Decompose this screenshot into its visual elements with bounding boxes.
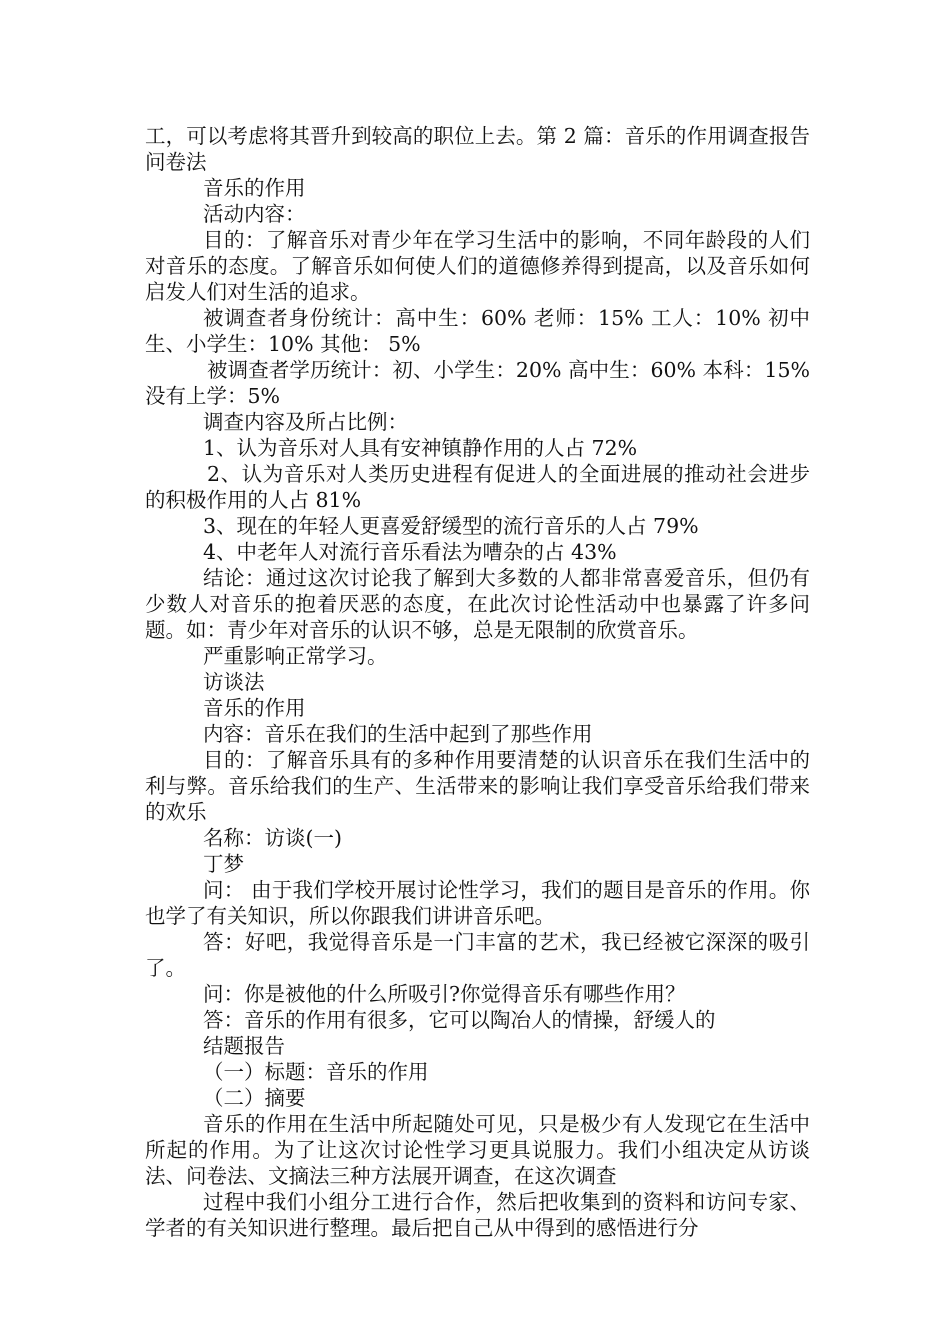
- paragraph-education-stats: 被调查者学历统计：初、小学生：20% 高中生：60% 本科：15% 没有上学：5%: [145, 358, 810, 408]
- paragraph-impact: 严重影响正常学习。: [203, 644, 388, 668]
- list-item-3: 3、现在的年轻人更喜爱舒缓型的流行音乐的人占 79%: [203, 514, 699, 538]
- paragraph-conclusion: 结论：通过这次讨论我了解到大多数的人都非常喜爱音乐，但仍有少数人对音乐的抱着厌恶的态度，在此次讨论性活动中也暴露了许多问题。如：青少年对音乐的认识不够，总是无限制的欣赏音乐。: [145, 566, 810, 642]
- paragraph-abstract-1: 音乐的作用在生活中所起随处可见，只是极少有人发现它在生活中所起的作用。为了让这次讨论性学习更具说服力。我们小组决定从访谈法、问卷法、文摘法三种方法展开调查，在这次调查: [145, 1112, 810, 1188]
- paragraph-abstract-2: 过程中我们小组分工进行合作，然后把收集到的资料和访问专家、学者的有关知识进行整理。最后把自己从中得到的感悟进行分: [145, 1190, 810, 1240]
- heading-final-report: 结题报告: [203, 1034, 285, 1058]
- list-item-4: 4、中老年人对流行音乐看法为嘈杂的占 43%: [203, 540, 617, 564]
- heading-activity-content: 活动内容：: [203, 202, 306, 226]
- paragraph-interview-purpose: 目的：了解音乐具有的多种作用要清楚的认识音乐在我们生活中的利与弊。音乐给我们的生产、生活带来的影响让我们享受音乐给我们带来的欢乐: [145, 748, 810, 824]
- heading-interview-method: 访谈法: [203, 670, 265, 694]
- paragraph-answer-1: 答：好吧，我觉得音乐是一门丰富的艺术，我已经被它深深的吸引了。: [145, 930, 810, 980]
- list-item-2: 2、认为音乐对人类历史进程有促进人的全面进展的推动社会进步的积极作用的人占 81%: [145, 462, 810, 512]
- list-item-1: 1、认为音乐对人具有安神镇静作用的人占 72%: [203, 436, 638, 460]
- paragraph-question-1: 问： 由于我们学校开展讨论性学习，我们的题目是音乐的作用。你也学了有关知识，所以你跟我们讲讲音乐吧。: [145, 878, 810, 928]
- heading-survey-content: 调查内容及所占比例：: [203, 410, 408, 434]
- paragraph-question-2: 问：你是被他的什么所吸引?你觉得音乐有哪些作用？: [203, 982, 686, 1006]
- heading-report-title: （一）标题：音乐的作用: [203, 1060, 429, 1084]
- paragraph-interviewee: 丁梦: [203, 852, 244, 876]
- document-body: [145, 123, 810, 1241]
- paragraph-purpose: 目的：了解音乐对青少年在学习生活中的影响，不同年龄段的人们对音乐的态度。了解音乐如何使人们的道德修养得到提高，以及音乐如何启发人们对生活的追求。: [145, 228, 810, 304]
- paragraph-intro: 工，可以考虑将其晋升到较高的职位上去。第 2 篇：音乐的作用调查报告问卷法: [145, 124, 810, 174]
- paragraph-interview-content: 内容：音乐在我们的生活中起到了那些作用: [203, 722, 593, 746]
- paragraph-answer-2: 答：音乐的作用有很多，它可以陶冶人的情操，舒缓人的: [203, 1008, 716, 1032]
- paragraph-interview-name: 名称：访谈(一): [203, 826, 342, 850]
- heading-music-role: 音乐的作用: [203, 176, 306, 200]
- heading-music-role-2: 音乐的作用: [203, 696, 306, 720]
- heading-abstract: （二）摘要: [203, 1086, 306, 1110]
- paragraph-identity-stats: 被调查者身份统计：高中生：60% 老师：15% 工人：10% 初中生、小学生：10% 其他： 5%: [145, 306, 810, 356]
